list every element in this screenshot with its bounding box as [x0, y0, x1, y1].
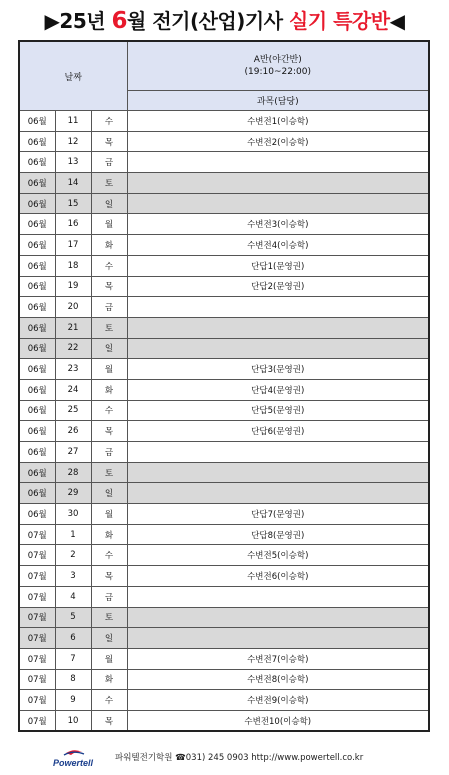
month-cell: 07월: [19, 690, 55, 711]
month-cell: 06월: [19, 359, 55, 380]
schedule-body: [19, 111, 429, 732]
day-cell: 17: [55, 235, 91, 256]
day-cell: 2: [55, 545, 91, 566]
month-cell: 06월: [19, 483, 55, 504]
weekday-cell: 토: [91, 462, 127, 483]
subject-cell: 단답1(문영권): [127, 255, 429, 276]
class-header: [127, 41, 429, 91]
day-cell: 19: [55, 276, 91, 297]
day-cell: 25: [55, 400, 91, 421]
subject-cell: 단답5(문영권): [127, 400, 429, 421]
subject-cell: 수변전10(이승학): [127, 710, 429, 731]
month-cell: 07월: [19, 607, 55, 628]
month-cell: 06월: [19, 111, 55, 132]
day-cell: 8: [55, 669, 91, 690]
month-cell: 07월: [19, 545, 55, 566]
weekday-cell: 화: [91, 235, 127, 256]
month-cell: 06월: [19, 379, 55, 400]
day-cell: 20: [55, 297, 91, 318]
subject-cell: 수변전4(이승학): [127, 235, 429, 256]
subject-cell: 단답2(문영권): [127, 276, 429, 297]
weekday-cell: 토: [91, 173, 127, 194]
title-mid: 월 전기(산업)기사: [127, 9, 289, 33]
month-cell: 06월: [19, 400, 55, 421]
subject-cell: [127, 193, 429, 214]
day-cell: 3: [55, 566, 91, 587]
subject-cell: 수변전5(이승학): [127, 545, 429, 566]
weekday-cell: 토: [91, 607, 127, 628]
table-row: [19, 317, 429, 338]
day-cell: 21: [55, 317, 91, 338]
weekday-cell: 금: [91, 297, 127, 318]
month-cell: 06월: [19, 131, 55, 152]
footer-contact: 파워텔전기학원 ☎031) 245 0903 http://www.powertell.co.kr: [115, 753, 364, 763]
subject-cell: 단답7(문영권): [127, 504, 429, 525]
subject-cell: [127, 317, 429, 338]
weekday-cell: 금: [91, 586, 127, 607]
day-cell: 28: [55, 462, 91, 483]
table-row: [19, 586, 429, 607]
table-row: [19, 545, 429, 566]
weekday-cell: 일: [91, 338, 127, 359]
weekday-cell: 월: [91, 359, 127, 380]
table-row: [19, 111, 429, 132]
weekday-cell: 일: [91, 193, 127, 214]
month-cell: 06월: [19, 173, 55, 194]
day-cell: 1: [55, 524, 91, 545]
weekday-cell: 화: [91, 379, 127, 400]
day-cell: 5: [55, 607, 91, 628]
month-cell: 07월: [19, 524, 55, 545]
day-cell: 24: [55, 379, 91, 400]
day-cell: 16: [55, 214, 91, 235]
date-header: 날짜: [19, 41, 127, 111]
weekday-cell: 금: [91, 152, 127, 173]
month-cell: 06월: [19, 297, 55, 318]
table-row: [19, 442, 429, 463]
subject-cell: [127, 338, 429, 359]
month-cell: 06월: [19, 193, 55, 214]
page-title: [0, 6, 449, 36]
title-prefix: ▶25년: [44, 9, 112, 33]
subject-cell: 단답4(문영권): [127, 379, 429, 400]
table-row: [19, 379, 429, 400]
day-cell: 11: [55, 111, 91, 132]
table-row: [19, 297, 429, 318]
title-month: 6: [111, 8, 128, 34]
month-cell: 07월: [19, 710, 55, 731]
subject-cell: 수변전6(이승학): [127, 566, 429, 587]
subject-cell: [127, 297, 429, 318]
subject-cell: [127, 628, 429, 649]
subject-cell: 수변전7(이승학): [127, 648, 429, 669]
table-row: [19, 152, 429, 173]
class-time: (19:10~22:00): [244, 67, 311, 77]
day-cell: 14: [55, 173, 91, 194]
table-row: [19, 607, 429, 628]
day-cell: 12: [55, 131, 91, 152]
day-cell: 18: [55, 255, 91, 276]
table-row: [19, 462, 429, 483]
weekday-cell: 수: [91, 690, 127, 711]
month-cell: 06월: [19, 214, 55, 235]
month-cell: 06월: [19, 152, 55, 173]
table-row: [19, 690, 429, 711]
table-row: [19, 504, 429, 525]
day-cell: 22: [55, 338, 91, 359]
subject-cell: 수변전1(이승학): [127, 111, 429, 132]
table-row: [19, 255, 429, 276]
table-row: [19, 359, 429, 380]
subject-cell: [127, 173, 429, 194]
day-cell: 9: [55, 690, 91, 711]
table-row: [19, 628, 429, 649]
table-row: [19, 131, 429, 152]
subject-cell: [127, 152, 429, 173]
month-cell: 06월: [19, 421, 55, 442]
weekday-cell: 금: [91, 442, 127, 463]
day-cell: 27: [55, 442, 91, 463]
subject-cell: 수변전9(이승학): [127, 690, 429, 711]
day-cell: 26: [55, 421, 91, 442]
day-cell: 13: [55, 152, 91, 173]
weekday-cell: 목: [91, 421, 127, 442]
month-cell: 06월: [19, 338, 55, 359]
title-highlight: 실기 특강반: [289, 9, 390, 33]
weekday-cell: 화: [91, 524, 127, 545]
subject-cell: [127, 483, 429, 504]
weekday-cell: 목: [91, 710, 127, 731]
table-row: [19, 193, 429, 214]
table-row: [19, 483, 429, 504]
table-row: [19, 235, 429, 256]
day-cell: 29: [55, 483, 91, 504]
table-row: [19, 566, 429, 587]
class-name: A반(야간반): [253, 55, 302, 65]
weekday-cell: 화: [91, 669, 127, 690]
weekday-cell: 목: [91, 131, 127, 152]
subject-cell: 단답8(문영권): [127, 524, 429, 545]
schedule-table: [18, 40, 430, 732]
month-cell: 06월: [19, 462, 55, 483]
subject-cell: 단답6(문영권): [127, 421, 429, 442]
weekday-cell: 수: [91, 111, 127, 132]
weekday-cell: 일: [91, 483, 127, 504]
month-cell: 07월: [19, 628, 55, 649]
subject-cell: [127, 586, 429, 607]
table-row: [19, 710, 429, 731]
subject-cell: 단답3(문영권): [127, 359, 429, 380]
table-row: [19, 648, 429, 669]
day-cell: 10: [55, 710, 91, 731]
subject-header: 과목(담당): [127, 91, 429, 111]
day-cell: 7: [55, 648, 91, 669]
month-cell: 07월: [19, 669, 55, 690]
table-row: [19, 524, 429, 545]
day-cell: 15: [55, 193, 91, 214]
table-row: [19, 173, 429, 194]
day-cell: 23: [55, 359, 91, 380]
month-cell: 07월: [19, 566, 55, 587]
weekday-cell: 일: [91, 628, 127, 649]
table-row: [19, 400, 429, 421]
weekday-cell: 수: [91, 545, 127, 566]
subject-cell: [127, 462, 429, 483]
month-cell: 06월: [19, 255, 55, 276]
table-row: [19, 421, 429, 442]
month-cell: 06월: [19, 317, 55, 338]
subject-cell: 수변전2(이승학): [127, 131, 429, 152]
day-cell: 30: [55, 504, 91, 525]
month-cell: 07월: [19, 648, 55, 669]
weekday-cell: 월: [91, 648, 127, 669]
day-cell: 4: [55, 586, 91, 607]
weekday-cell: 토: [91, 317, 127, 338]
table-row: [19, 338, 429, 359]
subject-cell: [127, 442, 429, 463]
weekday-cell: 목: [91, 566, 127, 587]
powertell-logo: [38, 747, 108, 769]
month-cell: 06월: [19, 276, 55, 297]
subject-cell: 수변전3(이승학): [127, 214, 429, 235]
month-cell: 06월: [19, 442, 55, 463]
weekday-cell: 월: [91, 504, 127, 525]
subject-cell: 수변전8(이승학): [127, 669, 429, 690]
logo-text: Powertell: [52, 758, 94, 768]
table-row: [19, 669, 429, 690]
weekday-cell: 목: [91, 276, 127, 297]
subject-cell: [127, 607, 429, 628]
month-cell: 06월: [19, 235, 55, 256]
day-cell: 6: [55, 628, 91, 649]
month-cell: 06월: [19, 504, 55, 525]
weekday-cell: 수: [91, 255, 127, 276]
title-suffix: ◀: [389, 9, 405, 33]
weekday-cell: 수: [91, 400, 127, 421]
month-cell: 07월: [19, 586, 55, 607]
table-row: [19, 276, 429, 297]
weekday-cell: 월: [91, 214, 127, 235]
table-row: [19, 214, 429, 235]
footer: [0, 745, 449, 771]
